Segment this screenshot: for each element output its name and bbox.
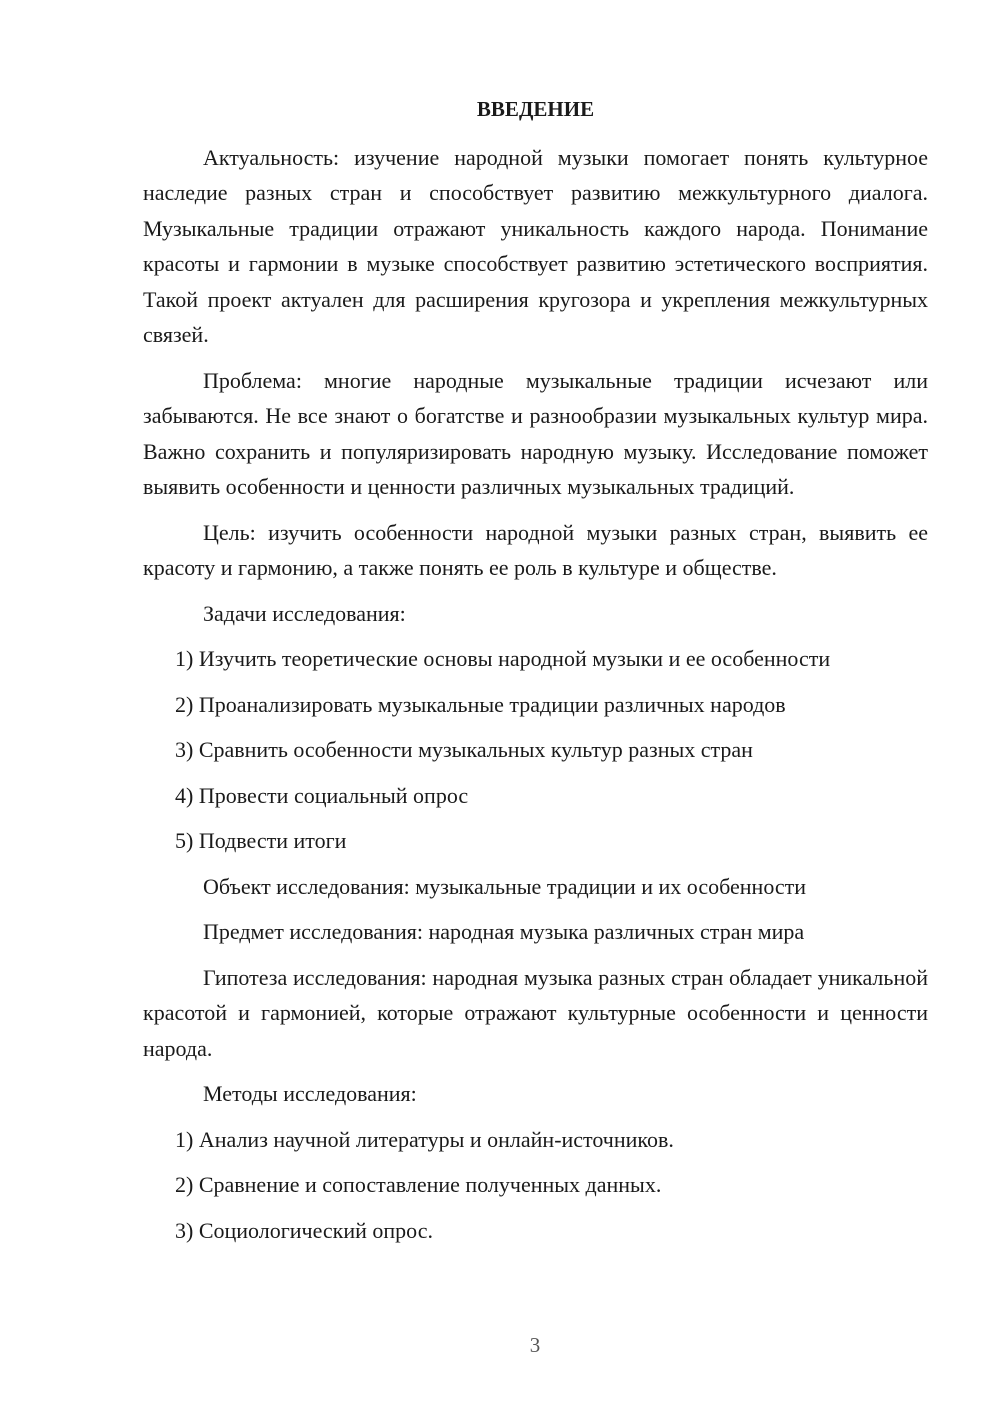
list-item: 4) Провести социальный опрос: [175, 782, 469, 808]
list-item: 3) Социологический опрос.: [175, 1217, 433, 1243]
goal-paragraph: Цель: изучить особенности народной музыки разных стран, выявить ее красоту и гармонию, а также понять ее роль в культуре и обществе.: [143, 519, 928, 580]
page-number: 3: [529, 1333, 541, 1357]
document-page: [143, 92, 928, 1258]
research-object: Объект исследования: музыкальные традиции и их особенности: [203, 873, 807, 899]
list-item: 3) Сравнить особенности музыкальных культур разных стран: [175, 737, 753, 762]
relevance-paragraph: Актуальность: изучение народной музыки помогает понять культурное наследие разных стран и способствует развитию межкультурного диалога. Музыкальные традиции отражают уникальность каждого народа. Понимание красоты и гармонии в музыке способствует развитию эстетического восприятия. Такой проект актуален для расширения кругозора и укрепления межкультурных связей.: [143, 144, 928, 347]
hypothesis-paragraph: Гипотеза исследования: народная музыка разных стран обладает уникальной красотой и гармонией, которые отражают культурные особенности и ценности народа.: [143, 964, 928, 1061]
list-item: 1) Анализ научной литературы и онлайн-источников.: [175, 1126, 674, 1152]
methods-list: [143, 1122, 928, 1249]
list-item: 5) Подвести итоги: [175, 828, 347, 853]
tasks-heading: Задачи исследования:: [203, 600, 406, 626]
methods-heading: Методы исследования:: [203, 1081, 417, 1106]
section-title: ВВЕДЕНИЕ: [476, 97, 595, 121]
list-item: 1) Изучить теоретические основы народной музыки и ее особенности: [175, 646, 831, 671]
list-item: 2) Сравнение и сопоставление полученных данных.: [175, 1172, 662, 1197]
research-subject: Предмет исследования: народная музыка различных стран мира: [203, 919, 805, 944]
list-item: 2) Проанализировать музыкальные традиции различных народов: [175, 691, 786, 717]
problem-paragraph: Проблема: многие народные музыкальные традиции исчезают или забываются. Не все знают о богатстве и разнообразии музыкальных культур мира. Важно сохранить и популяризировать народную музыку. Исследование поможет выявить особенности и ценности различных музыкальных традиций.: [143, 367, 928, 499]
tasks-list: [143, 641, 928, 859]
